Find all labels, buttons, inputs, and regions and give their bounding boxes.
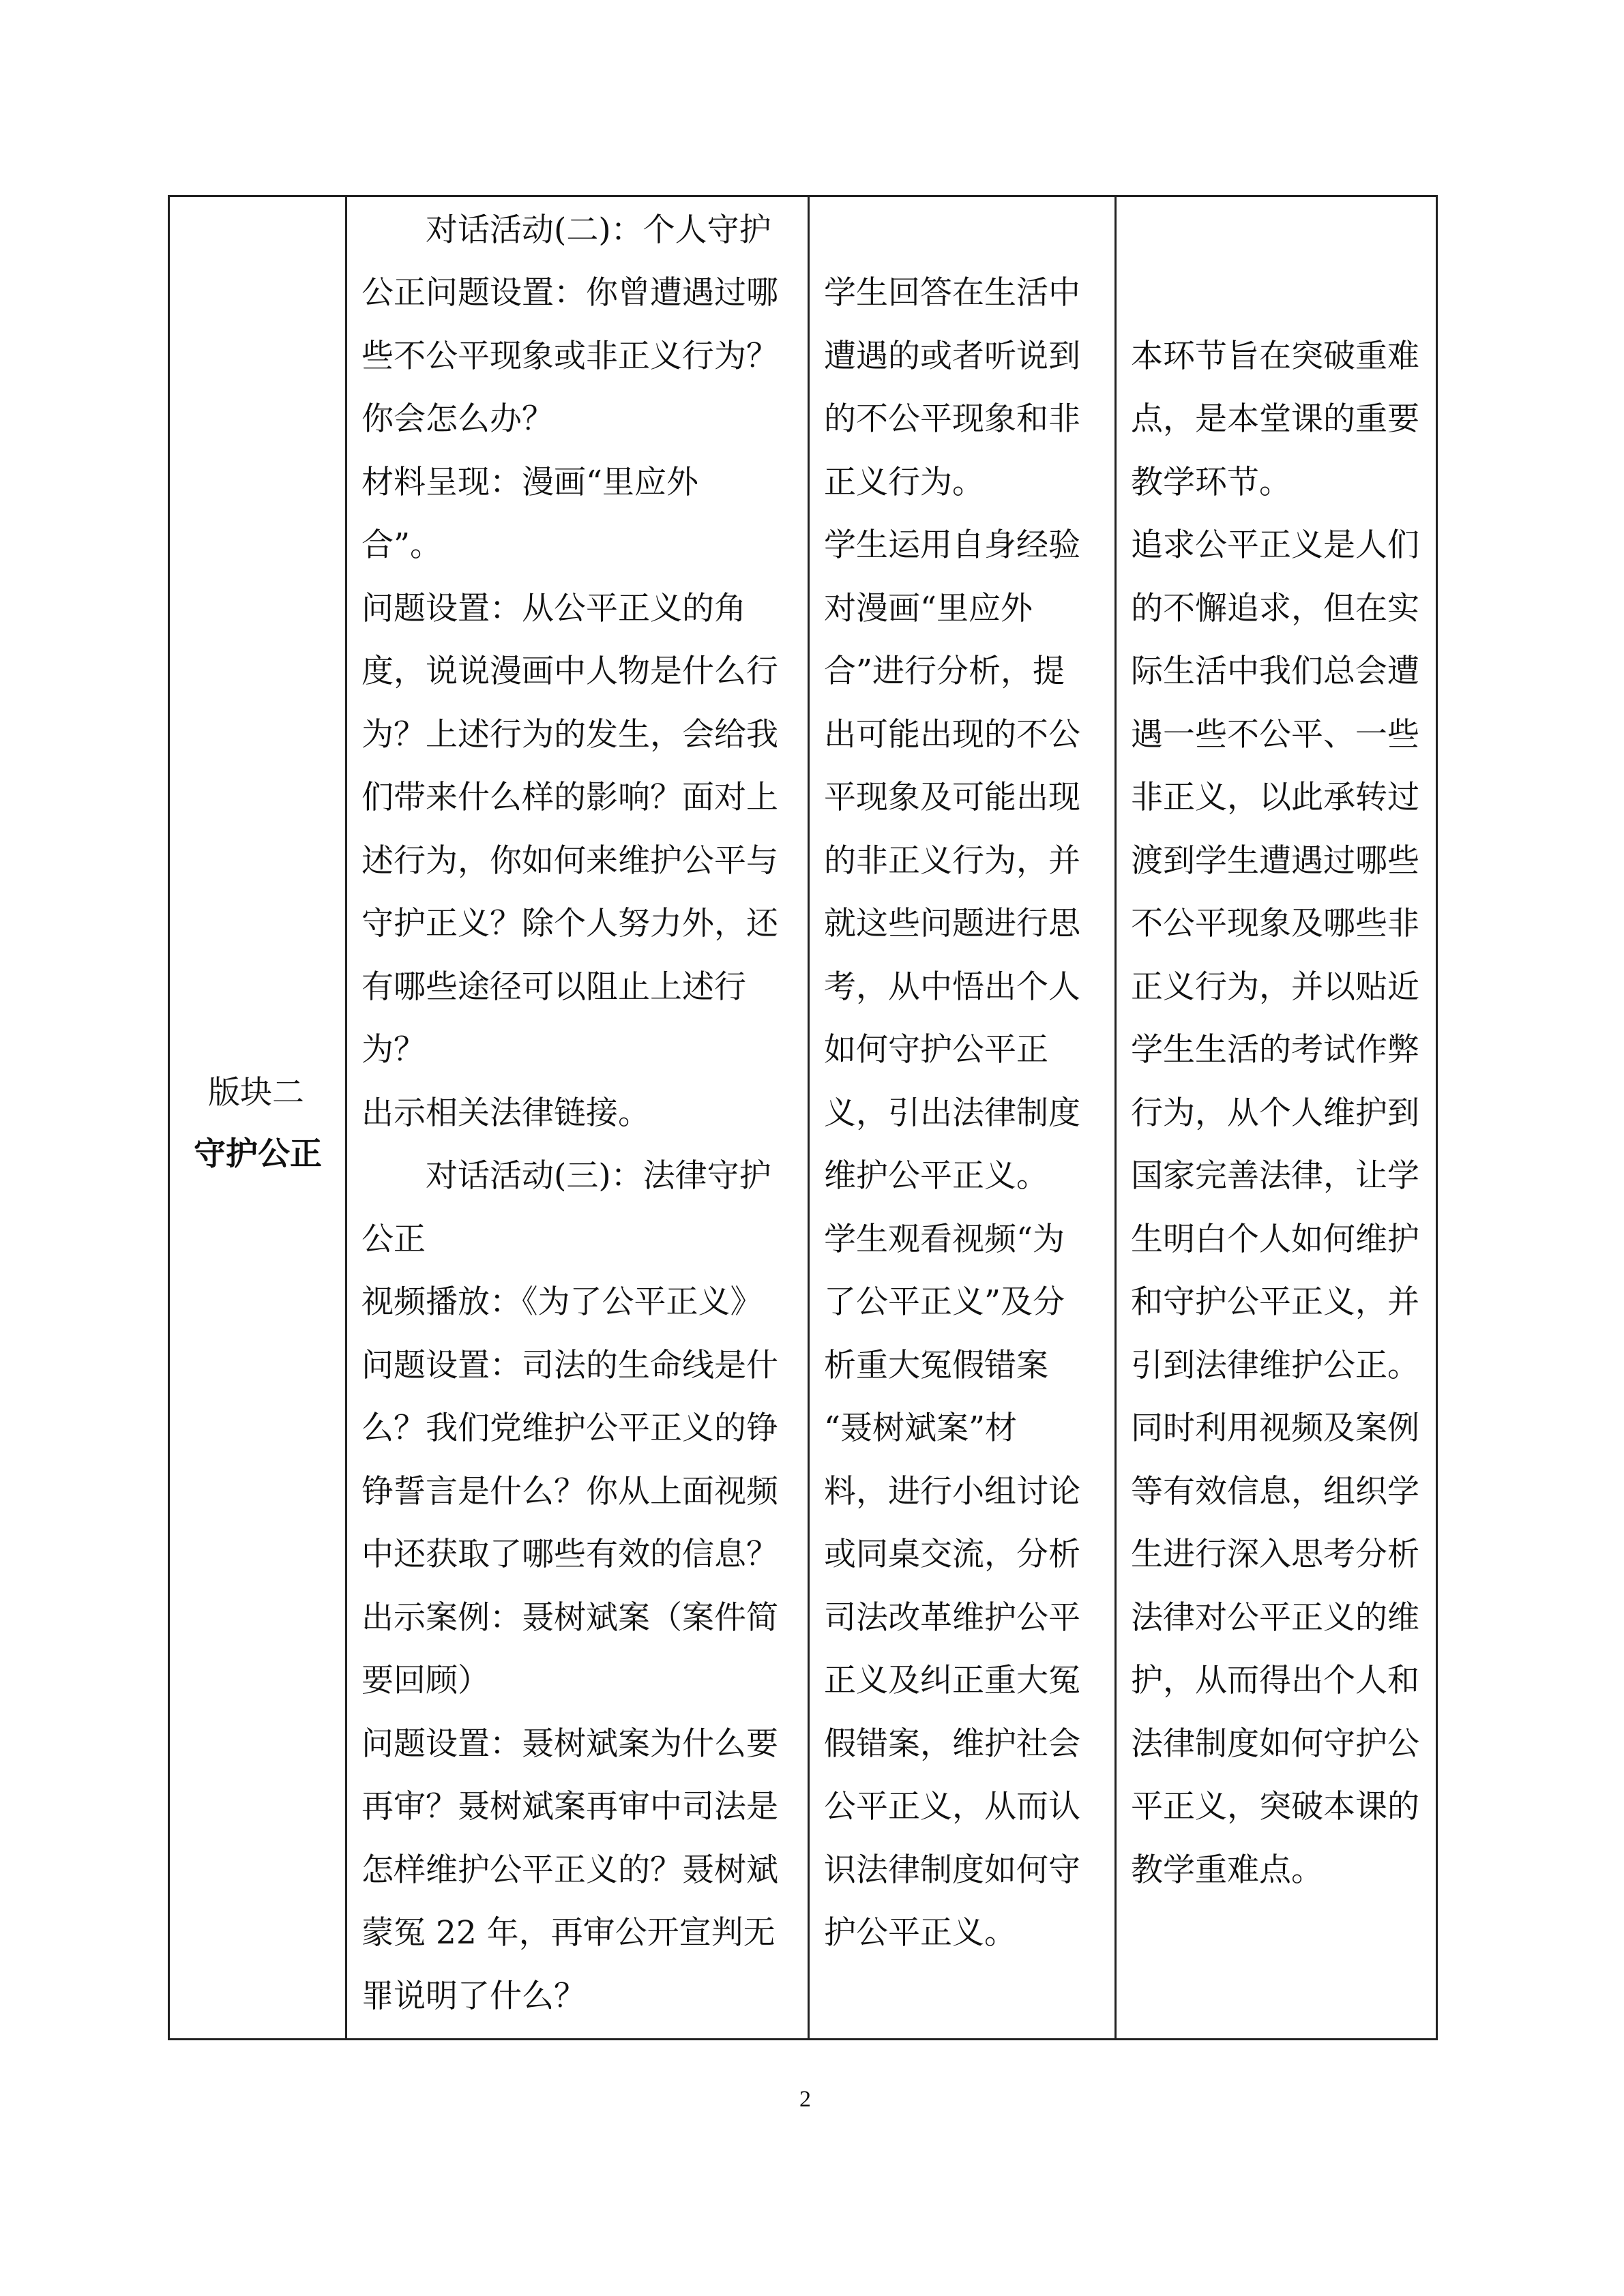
- teacher-line: 公正问题设置：你曾遭遇过哪: [361, 274, 778, 312]
- student-line: 就这些问题进行思: [824, 905, 1080, 942]
- teacher-line: 问题设置：从公平正义的角: [361, 590, 746, 627]
- student-line: 正义行为。: [824, 464, 984, 501]
- teacher-line: 为？: [361, 1031, 426, 1069]
- student-line: 出可能出现的不公: [824, 716, 1080, 754]
- teacher-line: 材料呈现：漫画“里应外: [361, 464, 699, 501]
- intent-line: 渡到学生遭遇过哪些: [1131, 842, 1419, 880]
- student-line: 或同桌交流，分析: [824, 1536, 1080, 1573]
- intent-line: 教学环节。: [1131, 464, 1291, 501]
- column-divider-2: [808, 195, 810, 2040]
- section-label: 版块二: [208, 1074, 304, 1112]
- teacher-line: 对话活动(二)：个人守护: [426, 211, 771, 249]
- intent-line: 教学重难点。: [1131, 1851, 1323, 1889]
- intent-line: 引到法律维护公正。: [1131, 1347, 1419, 1384]
- student-line: 的非正义行为，并: [824, 842, 1080, 880]
- teacher-line: 罪说明了什么？: [361, 1978, 586, 2015]
- teacher-line: 对话活动(三)：法律守护: [426, 1157, 771, 1195]
- intent-line: 等有效信息，组织学: [1131, 1473, 1419, 1510]
- student-line: 学生回答在生活中: [824, 274, 1080, 312]
- table-top-border: [168, 195, 1438, 197]
- teacher-line: 有哪些途径可以阻止上述行: [361, 968, 746, 1006]
- intent-line: 学生生活的考试作弊: [1131, 1031, 1419, 1069]
- student-line: 学生观看视频“为: [824, 1221, 1065, 1258]
- page-number: 2: [799, 2087, 811, 2112]
- teacher-line: 要回顾）: [361, 1662, 490, 1699]
- teacher-line: 怎样维护公平正义的？聂树斌: [361, 1851, 778, 1889]
- teacher-line: 你会怎么办？: [361, 400, 554, 438]
- student-line: 维护公平正义。: [824, 1157, 1048, 1195]
- column-divider-3: [1114, 195, 1117, 2040]
- student-line: 析重大冤假错案: [824, 1347, 1048, 1384]
- table-bottom-border: [168, 2038, 1438, 2040]
- intent-line: 国家完善法律，让学: [1131, 1157, 1419, 1195]
- student-line: 了公平正义”及分: [824, 1283, 1065, 1321]
- student-line: 护公平正义。: [824, 1914, 1016, 1952]
- column-divider-1: [345, 195, 347, 2040]
- teacher-line: 守护正义？除个人努力外，还: [361, 905, 778, 942]
- table-left-border: [168, 195, 170, 2040]
- student-line: 正义及纠正重大冤: [824, 1662, 1080, 1699]
- intent-line: 生明白个人如何维护: [1131, 1221, 1419, 1258]
- student-line: 的不公平现象和非: [824, 400, 1080, 438]
- student-line: 对漫画“里应外: [824, 590, 1033, 627]
- student-line: 义，引出法律制度: [824, 1094, 1080, 1132]
- student-line: 司法改革维护公平: [824, 1599, 1080, 1637]
- intent-line: 本环节旨在突破重难: [1131, 338, 1419, 375]
- student-line: 合”进行分析，提: [824, 653, 1065, 690]
- student-line: 料，进行小组讨论: [824, 1473, 1080, 1510]
- teacher-line: 们带来什么样的影响？面对上: [361, 779, 778, 816]
- teacher-line: 出示案例：聂树斌案（案件简: [361, 1599, 778, 1637]
- teacher-line: 合”。: [361, 526, 443, 564]
- teacher-line: 再审？聂树斌案再审中司法是: [361, 1788, 778, 1825]
- intent-line: 法律制度如何守护公: [1131, 1725, 1419, 1763]
- intent-line: 的不懈追求，但在实: [1131, 590, 1419, 627]
- teacher-line: 视频播放：《为了公平正义》: [361, 1283, 763, 1321]
- teacher-line: 述行为，你如何来维护公平与: [361, 842, 778, 880]
- intent-line: 正义行为，并以贴近: [1131, 968, 1419, 1006]
- teacher-line: 公正: [361, 1221, 426, 1258]
- intent-line: 不公平现象及哪些非: [1131, 905, 1419, 942]
- teacher-line: 么？我们党维护公平正义的铮: [361, 1410, 778, 1447]
- student-line: 平现象及可能出现: [824, 779, 1080, 816]
- table-right-border: [1436, 195, 1438, 2040]
- intent-line: 护，从而得出个人和: [1131, 1662, 1419, 1699]
- student-line: 考，从中悟出个人: [824, 968, 1080, 1006]
- intent-line: 平正义，突破本课的: [1131, 1788, 1419, 1825]
- teacher-line: 些不公平现象或非正义行为？: [361, 338, 778, 375]
- intent-line: 和守护公平正义，并: [1131, 1283, 1419, 1321]
- intent-line: 际生活中我们总会遭: [1131, 653, 1419, 690]
- intent-line: 追求公平正义是人们: [1131, 526, 1419, 564]
- student-line: 假错案，维护社会: [824, 1725, 1080, 1763]
- section-title: 守护公正: [194, 1135, 322, 1173]
- student-line: 识法律制度如何守: [824, 1851, 1080, 1889]
- teacher-line: 铮誓言是什么？你从上面视频: [361, 1473, 778, 1510]
- intent-line: 行为，从个人维护到: [1131, 1094, 1419, 1132]
- intent-line: 点，是本堂课的重要: [1131, 400, 1419, 438]
- student-line: 如何守护公平正: [824, 1031, 1048, 1069]
- teacher-line: 度，说说漫画中人物是什么行: [361, 653, 778, 690]
- intent-line: 非正义，以此承转过: [1131, 779, 1419, 816]
- teacher-line: 问题设置：聂树斌案为什么要: [361, 1725, 778, 1763]
- teacher-line: 出示相关法律链接。: [361, 1094, 650, 1132]
- teacher-line: 问题设置：司法的生命线是什: [361, 1347, 778, 1384]
- intent-line: 法律对公平正义的维: [1131, 1599, 1419, 1637]
- intent-line: 同时利用视频及案例: [1131, 1410, 1419, 1447]
- intent-line: 遇一些不公平、一些: [1131, 716, 1419, 754]
- student-line: 遭遇的或者听说到: [824, 338, 1080, 375]
- teacher-line: 蒙冤 22 年，再审公开宣判无: [361, 1914, 776, 1952]
- student-line: “聂树斌案”材: [824, 1410, 1018, 1447]
- teacher-line: 中还获取了哪些有效的信息？: [361, 1536, 778, 1573]
- student-line: 公平正义，从而认: [824, 1788, 1080, 1825]
- student-line: 学生运用自身经验: [824, 526, 1080, 564]
- teacher-line: 为？上述行为的发生，会给我: [361, 716, 778, 754]
- intent-line: 生进行深入思考分析: [1131, 1536, 1419, 1573]
